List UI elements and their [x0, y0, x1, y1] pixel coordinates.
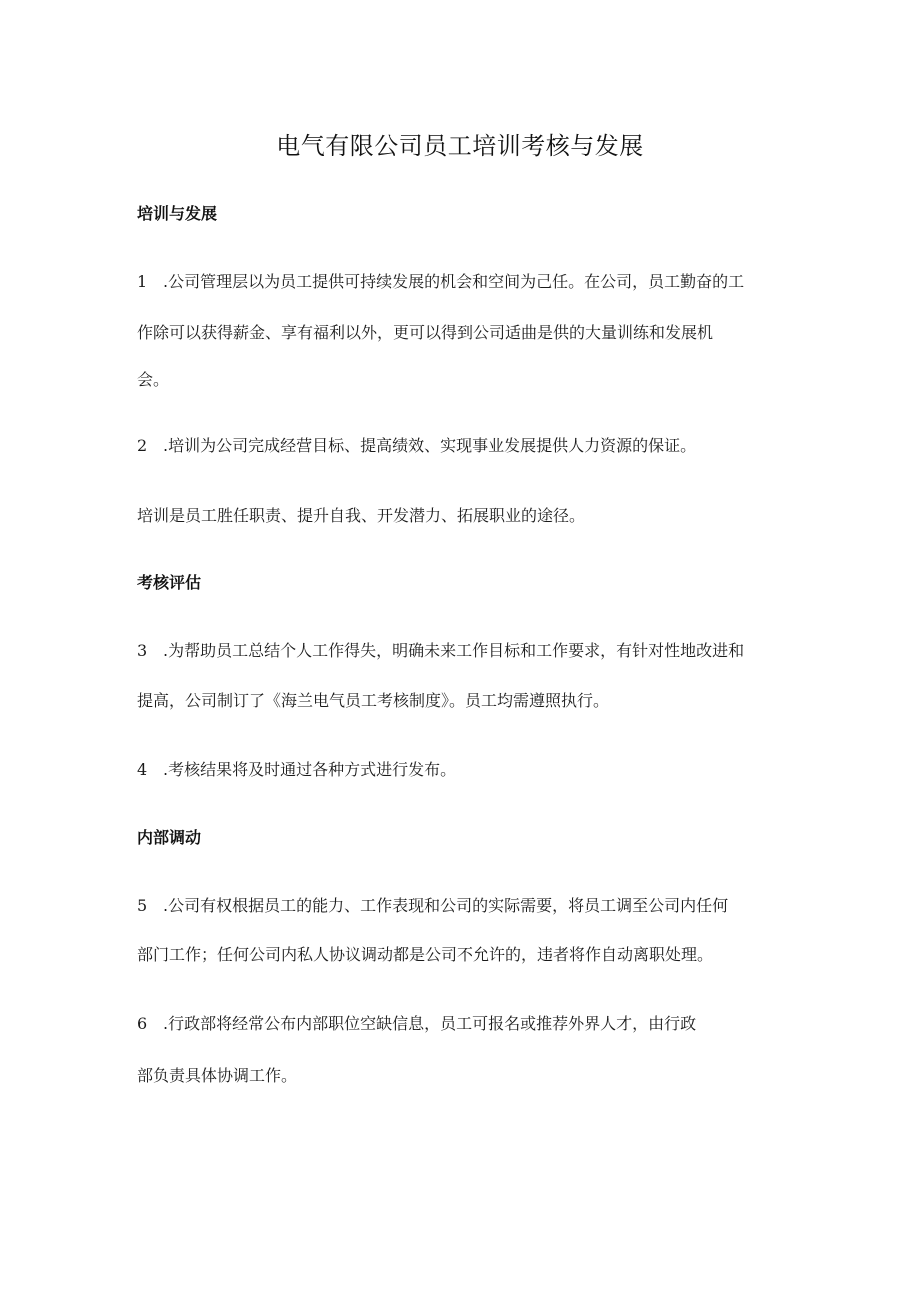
- document-title: 电气有限公司员工培训考核与发展: [276, 132, 644, 160]
- item-number: 4: [137, 760, 148, 779]
- item-text: .公司管理层以为员工提供可持续发展的机会和空间为己任。在公司，员工勤奋的工: [163, 272, 745, 291]
- paragraph-item-4: [137, 759, 797, 781]
- item-text: .公司有权根据员工的能力、工作表现和公司的实际需要，将员工调至公司内任何: [163, 896, 729, 915]
- section-heading-training: 培训与发展: [137, 204, 218, 223]
- item-number: 6: [137, 1014, 148, 1033]
- paragraph-item-5-line-2: 部门工作；任何公司内私人协议调动都是公司不允许的，违者将作自动离职处理。: [137, 945, 714, 964]
- section-heading-assessment: 考核评估: [137, 573, 202, 592]
- item-number: 5: [137, 896, 148, 915]
- paragraph-item-3-line-1: [137, 640, 797, 662]
- item-text: .考核结果将及时通过各种方式进行发布。: [163, 760, 457, 779]
- item-number: 1: [137, 272, 148, 291]
- paragraph-item-1-line-2: 作除可以获得薪金、享有福利以外，更可以得到公司适曲是供的大量训练和发展机: [137, 323, 714, 342]
- paragraph-training-purpose: 培训是员工胜任职责、提升自我、开发潜力、拓展职业的途径。: [137, 506, 586, 525]
- paragraph-item-1-line-3: 会。: [137, 370, 170, 389]
- item-number: 3: [137, 641, 148, 660]
- paragraph-item-3-line-2: 提高，公司制订了《海兰电气员工考核制度》。员工均需遵照执行。: [137, 691, 610, 710]
- section-heading-transfer: 内部调动: [137, 828, 202, 847]
- paragraph-item-6-line-1: [137, 1013, 797, 1035]
- item-text: .培训为公司完成经营目标、提高绩效、实现事业发展提供人力资源的保证。: [163, 436, 697, 455]
- paragraph-item-5-line-1: [137, 895, 797, 917]
- item-text: .为帮助员工总结个人工作得失，明确未来工作目标和工作要求，有针对性地改进和: [163, 641, 745, 660]
- paragraph-item-6-line-2: 部负责具体协调工作。: [137, 1066, 298, 1085]
- item-text: .行政部将经常公布内部职位空缺信息，员工可报名或推荐外界人才，由行政: [163, 1014, 697, 1033]
- paragraph-item-1-line-1: [137, 271, 797, 293]
- paragraph-item-2: [137, 435, 797, 457]
- item-number: 2: [137, 436, 148, 455]
